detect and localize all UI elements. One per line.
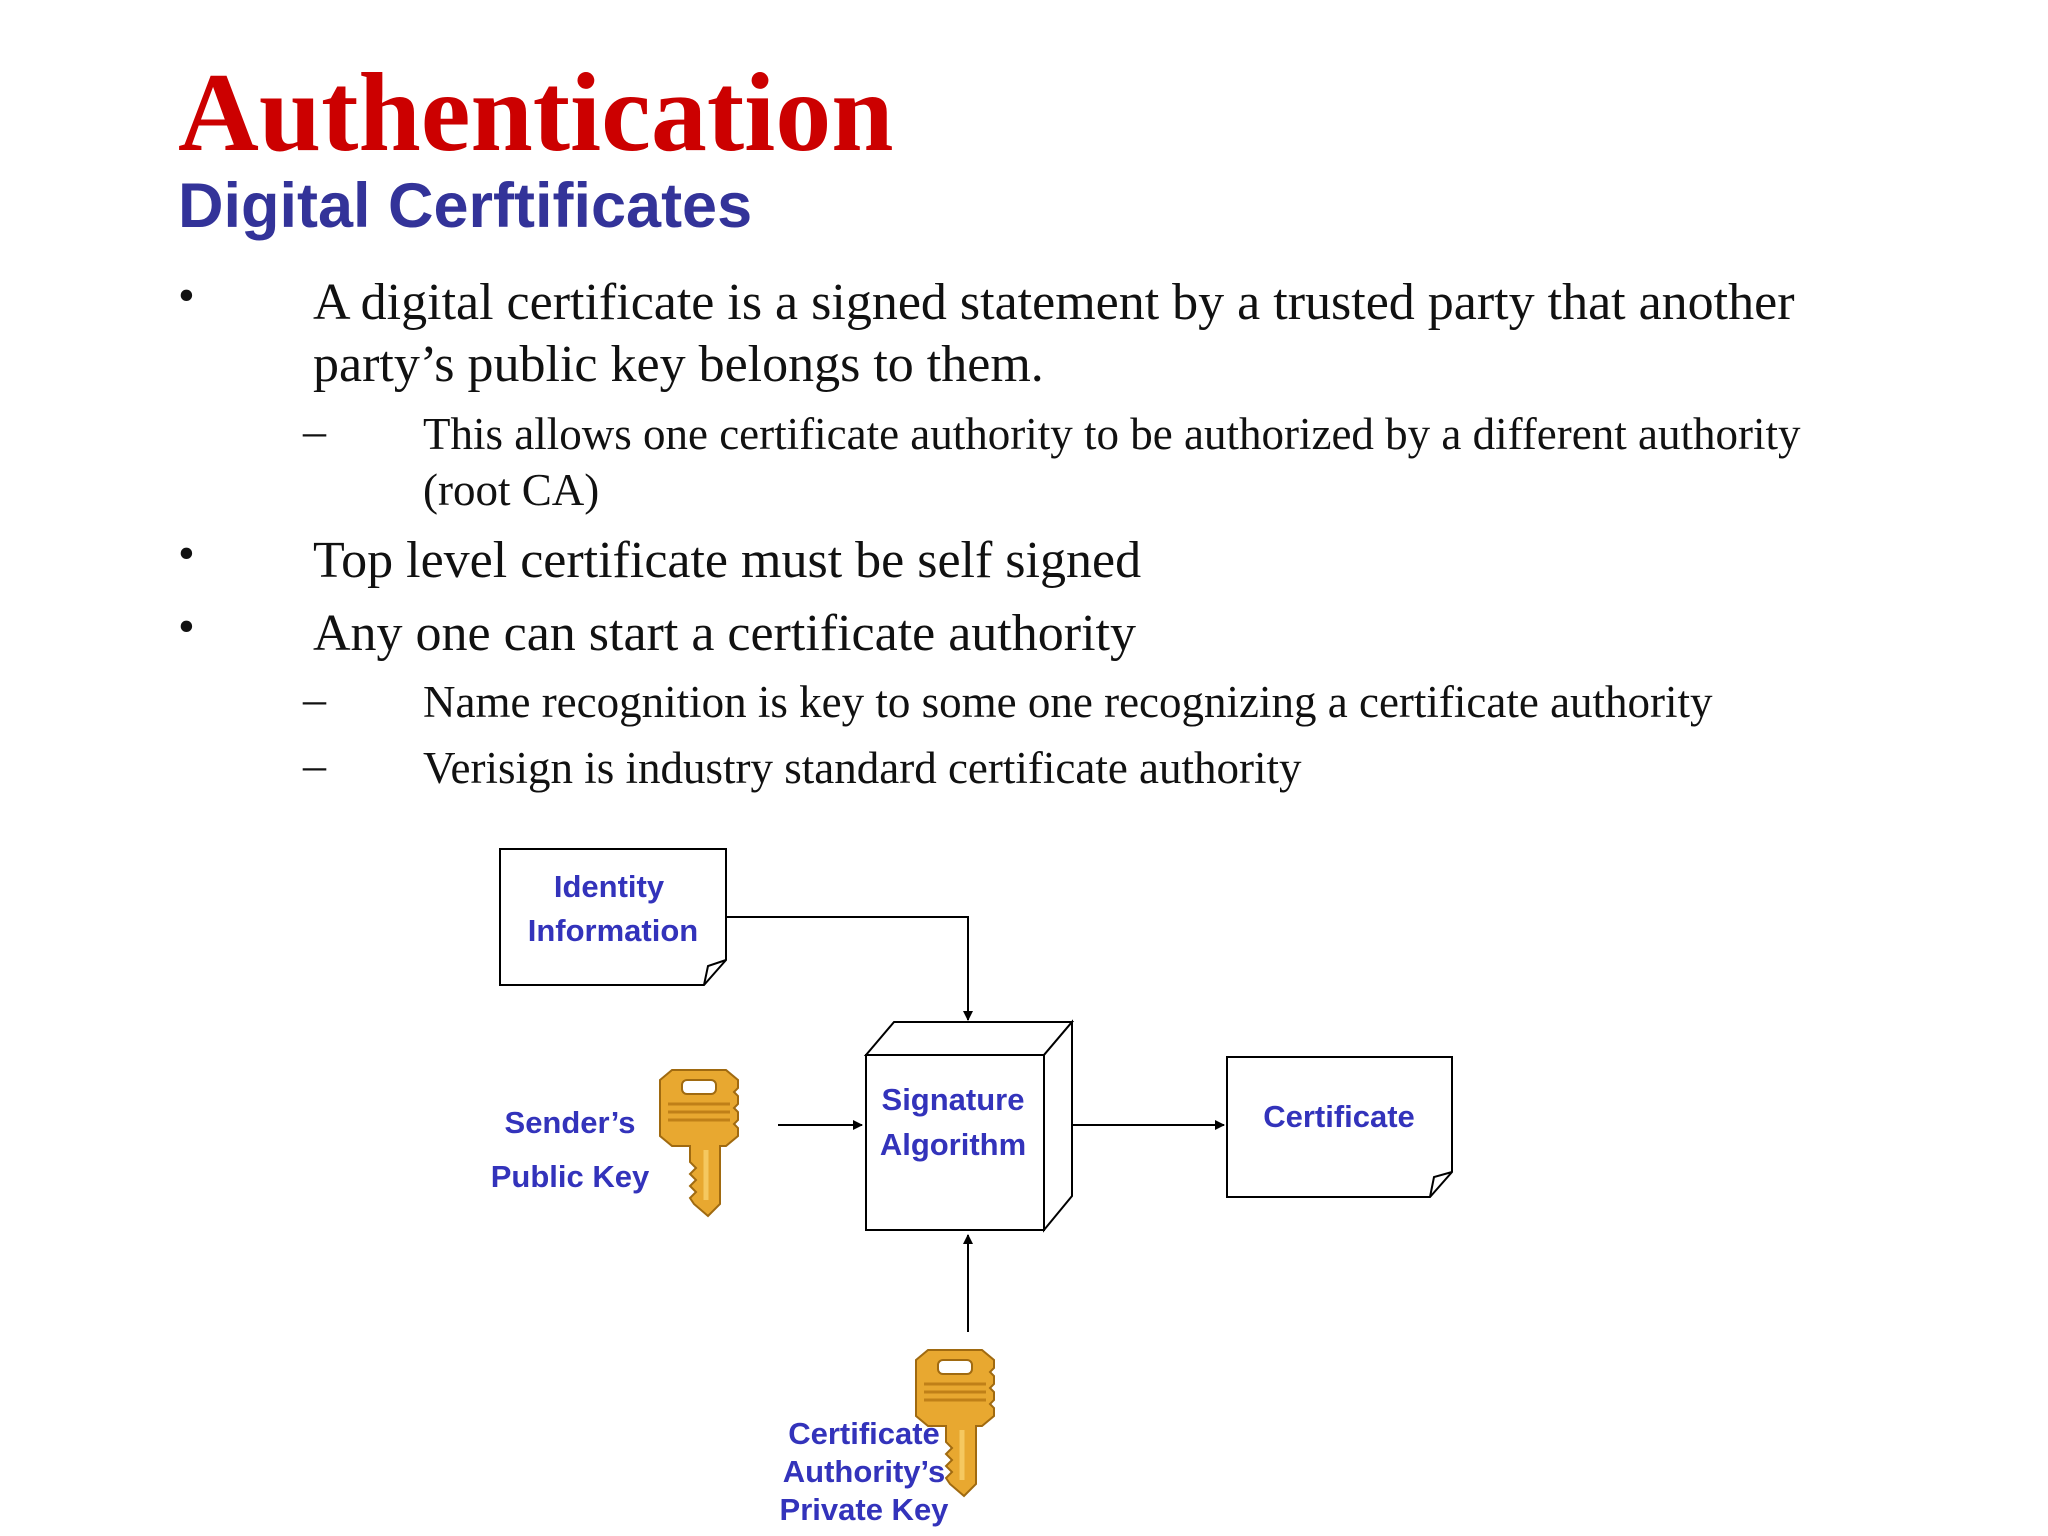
bullet-3-line-1: Any one can start a certificate authority [313, 605, 1136, 662]
identity-information-document [500, 849, 726, 985]
bullet-2-line-1: Top level certificate must be self signed [313, 532, 1142, 589]
bullet-marker: • [178, 527, 195, 580]
certificate-label: Certificate [1263, 1099, 1415, 1134]
slide-subtitle: Digital Cerftificates [178, 171, 753, 241]
bullet-1-line-2: party’s public key belongs to them. [313, 336, 1044, 393]
sender-key-label-1: Sender’s [504, 1105, 636, 1140]
ca-key-label-2: Authority’s [782, 1454, 946, 1489]
ca-key-label-1: Certificate [788, 1416, 940, 1451]
sub-bullet-marker: – [303, 405, 326, 456]
algorithm-label-1: Signature [881, 1082, 1025, 1117]
bullet-1-line-1: A digital certificate is a signed statement by a trusted party that another [313, 274, 1795, 331]
algorithm-label-2: Algorithm [879, 1127, 1027, 1162]
sub-bullet-marker: – [303, 739, 326, 790]
arrow-identity-to-algorithm [726, 917, 968, 1020]
sub-bullet-3-1-line-1: Name recognition is key to some one recognizing a certificate authority [423, 677, 1713, 727]
identity-label-1: Identity [553, 869, 665, 904]
certificate-document [1227, 1057, 1452, 1197]
ca-key-label-3: Private Key [779, 1492, 949, 1527]
sub-bullet-1-1-line-1: This allows one certificate authority to be authorized by a different authority [423, 409, 1801, 459]
signature-algorithm-box [866, 1022, 1072, 1230]
identity-label-2: Information [527, 913, 699, 948]
bullet-marker: • [178, 269, 195, 322]
slide-title: Authentication [178, 51, 894, 175]
sub-bullet-marker: – [303, 673, 326, 724]
bullet-marker: • [178, 600, 195, 653]
sub-bullet-1-1-line-2: (root CA) [423, 465, 600, 515]
sub-bullet-3-2-line-1: Verisign is industry standard certificate authority [423, 743, 1302, 793]
sender-key-label-2: Public Key [490, 1159, 650, 1194]
sender-key-icon [660, 1070, 738, 1216]
